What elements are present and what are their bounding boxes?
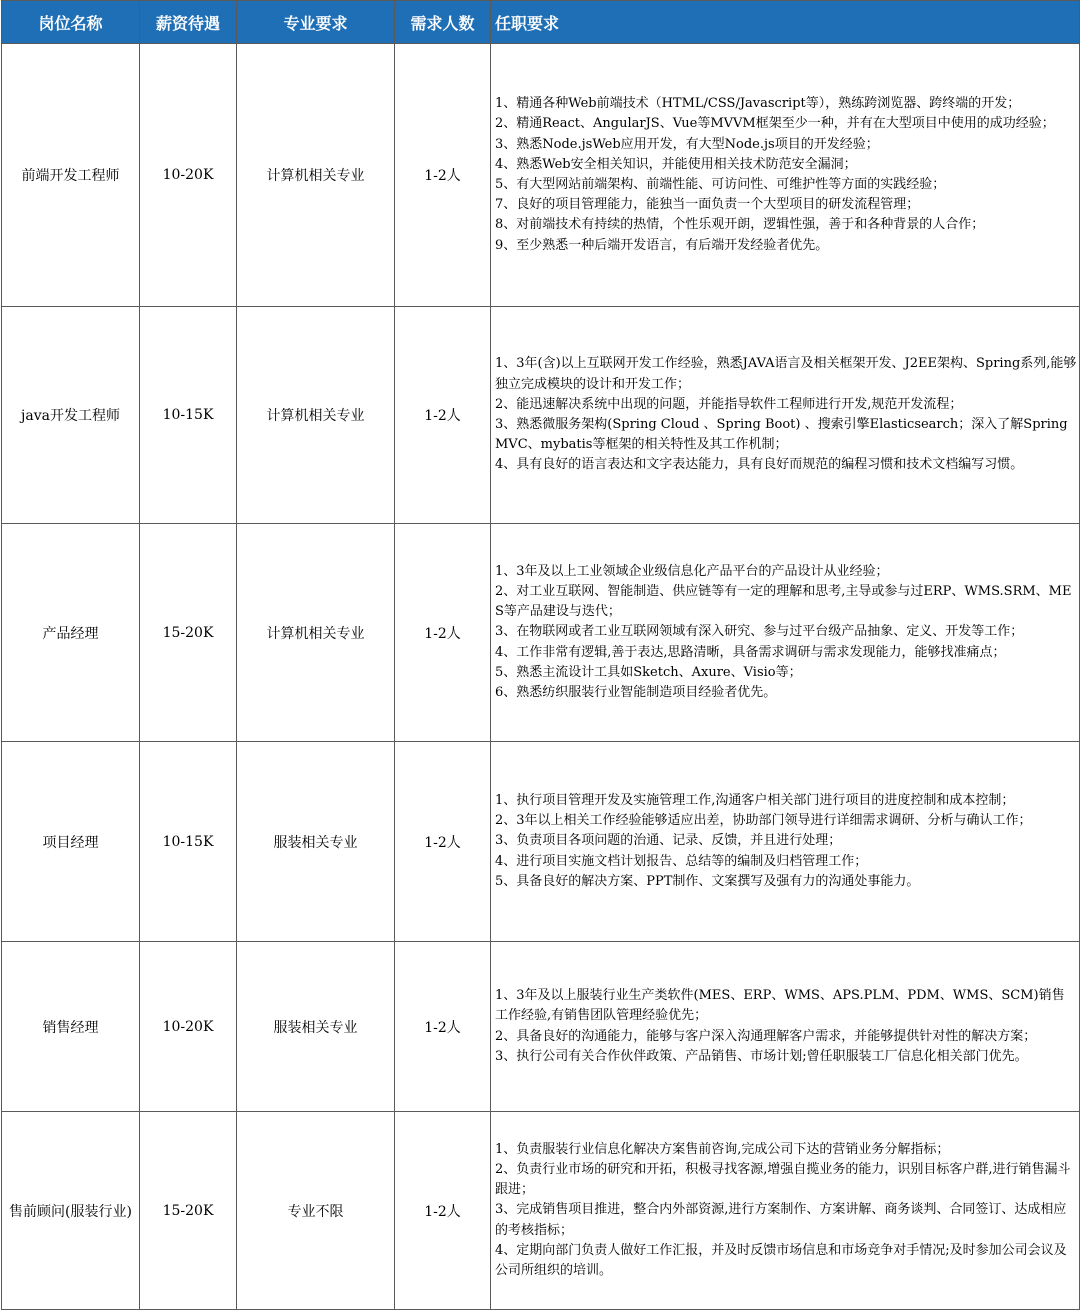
table-row (2, 942, 1080, 1112)
table-row (2, 742, 1080, 942)
requirement-item: 1、执行项目管理开发及实施管理工作,沟通客户相关部门进行项目的进度控制和成本控制； (495, 792, 1015, 808)
requirement-item: 5、具备良好的解决方案、PPT制作、文案撰写及强有力的沟通处事能力。 (495, 873, 920, 889)
salary-cell: 10-20K (140, 44, 237, 307)
table-row (2, 44, 1080, 307)
major-cell: 计算机相关专业 (237, 307, 395, 524)
job-title-cell: java开发工程师 (2, 307, 140, 524)
salary-cell: 10-15K (140, 742, 237, 942)
requirement-item: 2、具备良好的沟通能力，能够与客户深入沟通理解客户需求，并能够提供针对性的解决方案； (495, 1028, 1037, 1044)
requirement-item: 1、精通各种Web前端技术（HTML/CSS/Javascript等），熟练跨浏览器、跨终端的开发； (495, 96, 1021, 112)
header-row (2, 1, 1080, 44)
major-cell: 计算机相关专业 (237, 524, 395, 742)
requirement-item: 9、至少熟悉一种后端开发语言，有后端开发经验者优先。 (495, 237, 829, 253)
salary-cell: 15-20K (140, 1112, 237, 1310)
requirements-cell (491, 44, 1080, 307)
requirement-item: 1、负责服装行业信息化解决方案售前咨询,完成公司下达的营销业务分解指标； (495, 1141, 950, 1157)
requirement-item: 4、熟悉Web安全相关知识，并能使用相关技术防范安全漏洞； (495, 156, 857, 172)
requirements-cell (491, 742, 1080, 942)
requirement-item: 1、3年(含)以上互联网开发工作经验，熟悉JAVA语言及相关框架开发、J2EE架构、Spring系列,能够独立完成模块的设计和开发工作； (495, 356, 1077, 392)
salary-cell: 10-20K (140, 942, 237, 1112)
headcount-cell: 1-2人 (395, 1112, 491, 1310)
requirement-item: 2、负责行业市场的研究和开拓，积极寻找客源,增强自揽业务的能力，识别目标客户群,进行销售漏斗跟进； (495, 1161, 1071, 1198)
headcount-cell: 1-2人 (395, 307, 491, 524)
headcount-cell: 1-2人 (395, 44, 491, 307)
requirement-item: 3、负责项目各项问题的治通、记录、反馈，并且进行处理； (495, 833, 842, 849)
table-row (2, 307, 1080, 524)
requirement-item: 2、精通React、AngularJS、Vue等MVVM框架至少一种，并有在大型项目中使用的成功经验； (495, 116, 1055, 132)
major-cell: 服装相关专业 (237, 742, 395, 942)
salary-cell: 10-15K (140, 307, 237, 524)
job-title-cell: 项目经理 (2, 742, 140, 942)
requirement-item: 1、3年及以上工业领域企业级信息化产品平台的产品设计从业经验； (495, 563, 889, 579)
requirements-cell (491, 307, 1080, 524)
requirement-item: 3、完成销售项目推进，整合内外部资源,进行方案制作、方案讲解、商务谈判、合同签订、达成相应的考核指标； (495, 1202, 1067, 1238)
requirement-item: 1、3年及以上服装行业生产类软件(MES、ERP、WMS、APS.PLM、PDM、WMS、SCM)销售工作经验,有销售团队管理经验优先； (495, 988, 1065, 1024)
salary-cell: 15-20K (140, 524, 237, 742)
job-table-body (2, 44, 1080, 1310)
requirement-item: 4、具有良好的语言表达和文字表达能力，具有良好而规范的编程习惯和技术文档编写习惯。 (495, 457, 1024, 473)
header-count: 需求人数 (395, 1, 491, 44)
requirement-item: 2、对工业互联网、智能制造、供应链等有一定的理解和思考,主导或参与过ERP、WMS.SRM、MES等产品建设与迭代； (495, 583, 1072, 620)
requirement-item: 3、执行公司有关合作伙伴政策、产品销售、市场计划;曾任职服装工厂信息化相关部门优先。 (495, 1048, 1028, 1064)
headcount-cell: 1-2人 (395, 742, 491, 942)
requirement-item: 7、良好的项目管理能力，能独当一面负责一个大型项目的研发流程管理； (495, 197, 920, 213)
table-row (2, 524, 1080, 742)
job-title-cell: 销售经理 (2, 942, 140, 1112)
requirement-item: 5、有大型网站前端架构、前端性能、可访问性、可维护性等方面的实践经验； (495, 177, 946, 192)
requirement-item: 6、熟悉纺织服装行业智能制造项目经验者优先。 (495, 685, 777, 700)
job-title-cell: 前端开发工程师 (2, 44, 140, 307)
header-major: 专业要求 (237, 1, 395, 44)
requirement-item: 4、定期向部门负责人做好工作汇报，并及时反馈市场信息和市场竞争对手情况;及时参加公司会议及公司所组织的培训。 (495, 1242, 1067, 1278)
requirement-item: 5、熟悉主流设计工具如Sketch、Axure、Visio等； (495, 664, 802, 680)
headcount-cell: 1-2人 (395, 942, 491, 1112)
job-title-cell: 产品经理 (2, 524, 140, 742)
requirements-cell (491, 1112, 1080, 1310)
requirements-cell (491, 942, 1080, 1112)
requirements-cell (491, 524, 1080, 742)
table-row (2, 1112, 1080, 1310)
header-title: 岗位名称 (2, 1, 140, 44)
job-title-cell: 售前顾问(服装行业) (2, 1112, 140, 1310)
requirement-item: 8、对前端技术有持续的热情，个性乐观开朗，逻辑性强，善于和各种背景的人合作； (495, 217, 985, 233)
requirement-item: 2、能迅速解决系统中出现的问题，并能指导软件工程师进行开发,规范开发流程； (495, 396, 963, 412)
header-salary: 薪资待遇 (140, 1, 237, 44)
requirement-item: 4、进行项目实施文档计划报告、总结等的编制及归档管理工作； (495, 853, 868, 869)
requirement-item: 4、工作非常有逻辑,善于表达,思路清晰，具备需求调研与需求发现能力，能够找准痛点； (495, 644, 1006, 660)
major-cell: 计算机相关专业 (237, 44, 395, 307)
requirement-item: 2、3年以上相关工作经验能够适应出差，协助部门领导进行详细需求调研、分析与确认工作； (495, 813, 1032, 829)
major-cell: 服装相关专业 (237, 942, 395, 1112)
requirement-item: 3、熟悉微服务架构(Spring Cloud 、Spring Boot) 、搜索引擎Elasticsearch；深入了解Spring MVC、mybatis等框架的相关特性及其工作机制； (495, 417, 1068, 453)
requirement-item: 3、在物联网或者工业互联网领域有深入研究、参与过平台级产品抽象、定义、开发等工作； (495, 624, 1024, 640)
headcount-cell: 1-2人 (395, 524, 491, 742)
job-table (1, 0, 1080, 1310)
header-requirements: 任职要求 (491, 1, 1080, 44)
major-cell: 专业不限 (237, 1112, 395, 1310)
requirement-item: 3、熟悉Node.jsWeb应用开发，有大型Node.js项目的开发经验； (495, 136, 879, 152)
